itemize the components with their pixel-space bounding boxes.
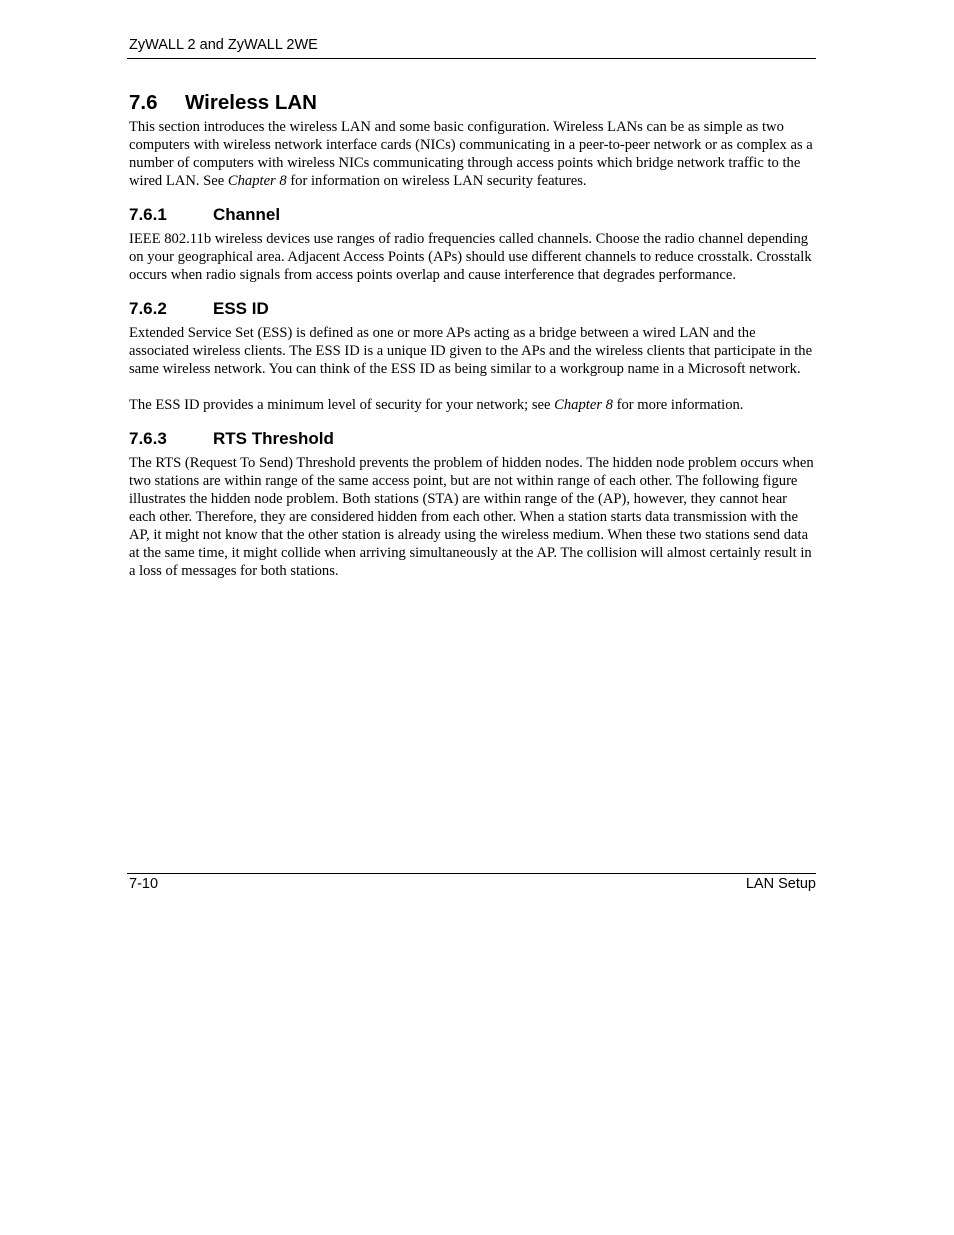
section-intro-paragraph	[129, 118, 814, 190]
subsection-title: Channel	[213, 205, 281, 224]
subsection-heading-rts-threshold	[129, 424, 814, 454]
subsection-title: RTS Threshold	[213, 429, 334, 448]
chapter-reference: Chapter 8	[554, 397, 613, 413]
page-number: 7-10	[129, 876, 159, 892]
subsection-heading-ess-id	[129, 294, 814, 324]
ess-security-text-end: for more information.	[612, 397, 744, 413]
subsection-title: ESS ID	[213, 299, 269, 318]
section-number: 7.6	[129, 91, 158, 114]
subsection-number: 7.6.1	[129, 205, 167, 224]
running-header: ZyWALL 2 and ZyWALL 2WE	[129, 37, 318, 53]
ess-id-paragraph: Extended Service Set (ESS) is defined as one or more APs acting as a bridge between a wired LAN and the associated wireless clients. The ESS ID is a unique ID given to the APs and the wireless clients that participate in the same wireless network. You can think of the ESS ID as being similar to a workgroup name in a Microsoft network.	[129, 325, 813, 377]
section-title: Wireless LAN	[185, 91, 317, 114]
subsection-number: 7.6.2	[129, 299, 167, 318]
footer-chapter-name: LAN Setup	[745, 876, 816, 892]
chapter-reference: Chapter 8	[227, 173, 287, 189]
ess-id-security-paragraph	[129, 396, 814, 414]
footer-divider	[127, 873, 816, 874]
intro-text-end: for information on wireless LAN security features.	[286, 173, 587, 189]
ess-security-text: The ESS ID provides a minimum level of security for your network; see	[129, 397, 555, 413]
header-divider	[127, 58, 816, 59]
subsection-heading-channel	[129, 200, 814, 230]
rts-threshold-paragraph: The RTS (Request To Send) Threshold prevents the problem of hidden nodes. The hidden node problem occurs when two stations are within range of the same access point, but are not within range of each other. The following figure illustrates the hidden node problem. Both stations (STA) are within range of the (AP), however, they cannot hear each other. Therefore, they are considered hidden from each other. When a station starts data transmission with the AP, it might not know that the other station is already using the wireless medium. When these two stations send data at the same time, it might collide when arriving simultaneously at the AP. The collision will almost certainly result in a loss of messages for both stations.	[129, 455, 814, 579]
subsection-number: 7.6.3	[129, 429, 167, 448]
intro-text: This section introduces the wireless LAN and some basic configuration. Wireless LANs can be as simple as two computers with wireless network interface cards (NICs) communicating in a peer-to-peer network or as complex as a number of computers with wireless NICs communicating through access points which bridge network traffic to the wired LAN. See	[129, 119, 813, 189]
page-content	[129, 88, 814, 580]
section-heading	[129, 88, 814, 118]
channel-paragraph: IEEE 802.11b wireless devices use ranges of radio frequencies called channels. Choose the radio channel depending on your geographical area. Adjacent Access Points (APs) should use different channels to reduce crosstalk. Crosstalk occurs when radio signals from access points overlap and cause interference that degrades performance.	[129, 231, 812, 283]
